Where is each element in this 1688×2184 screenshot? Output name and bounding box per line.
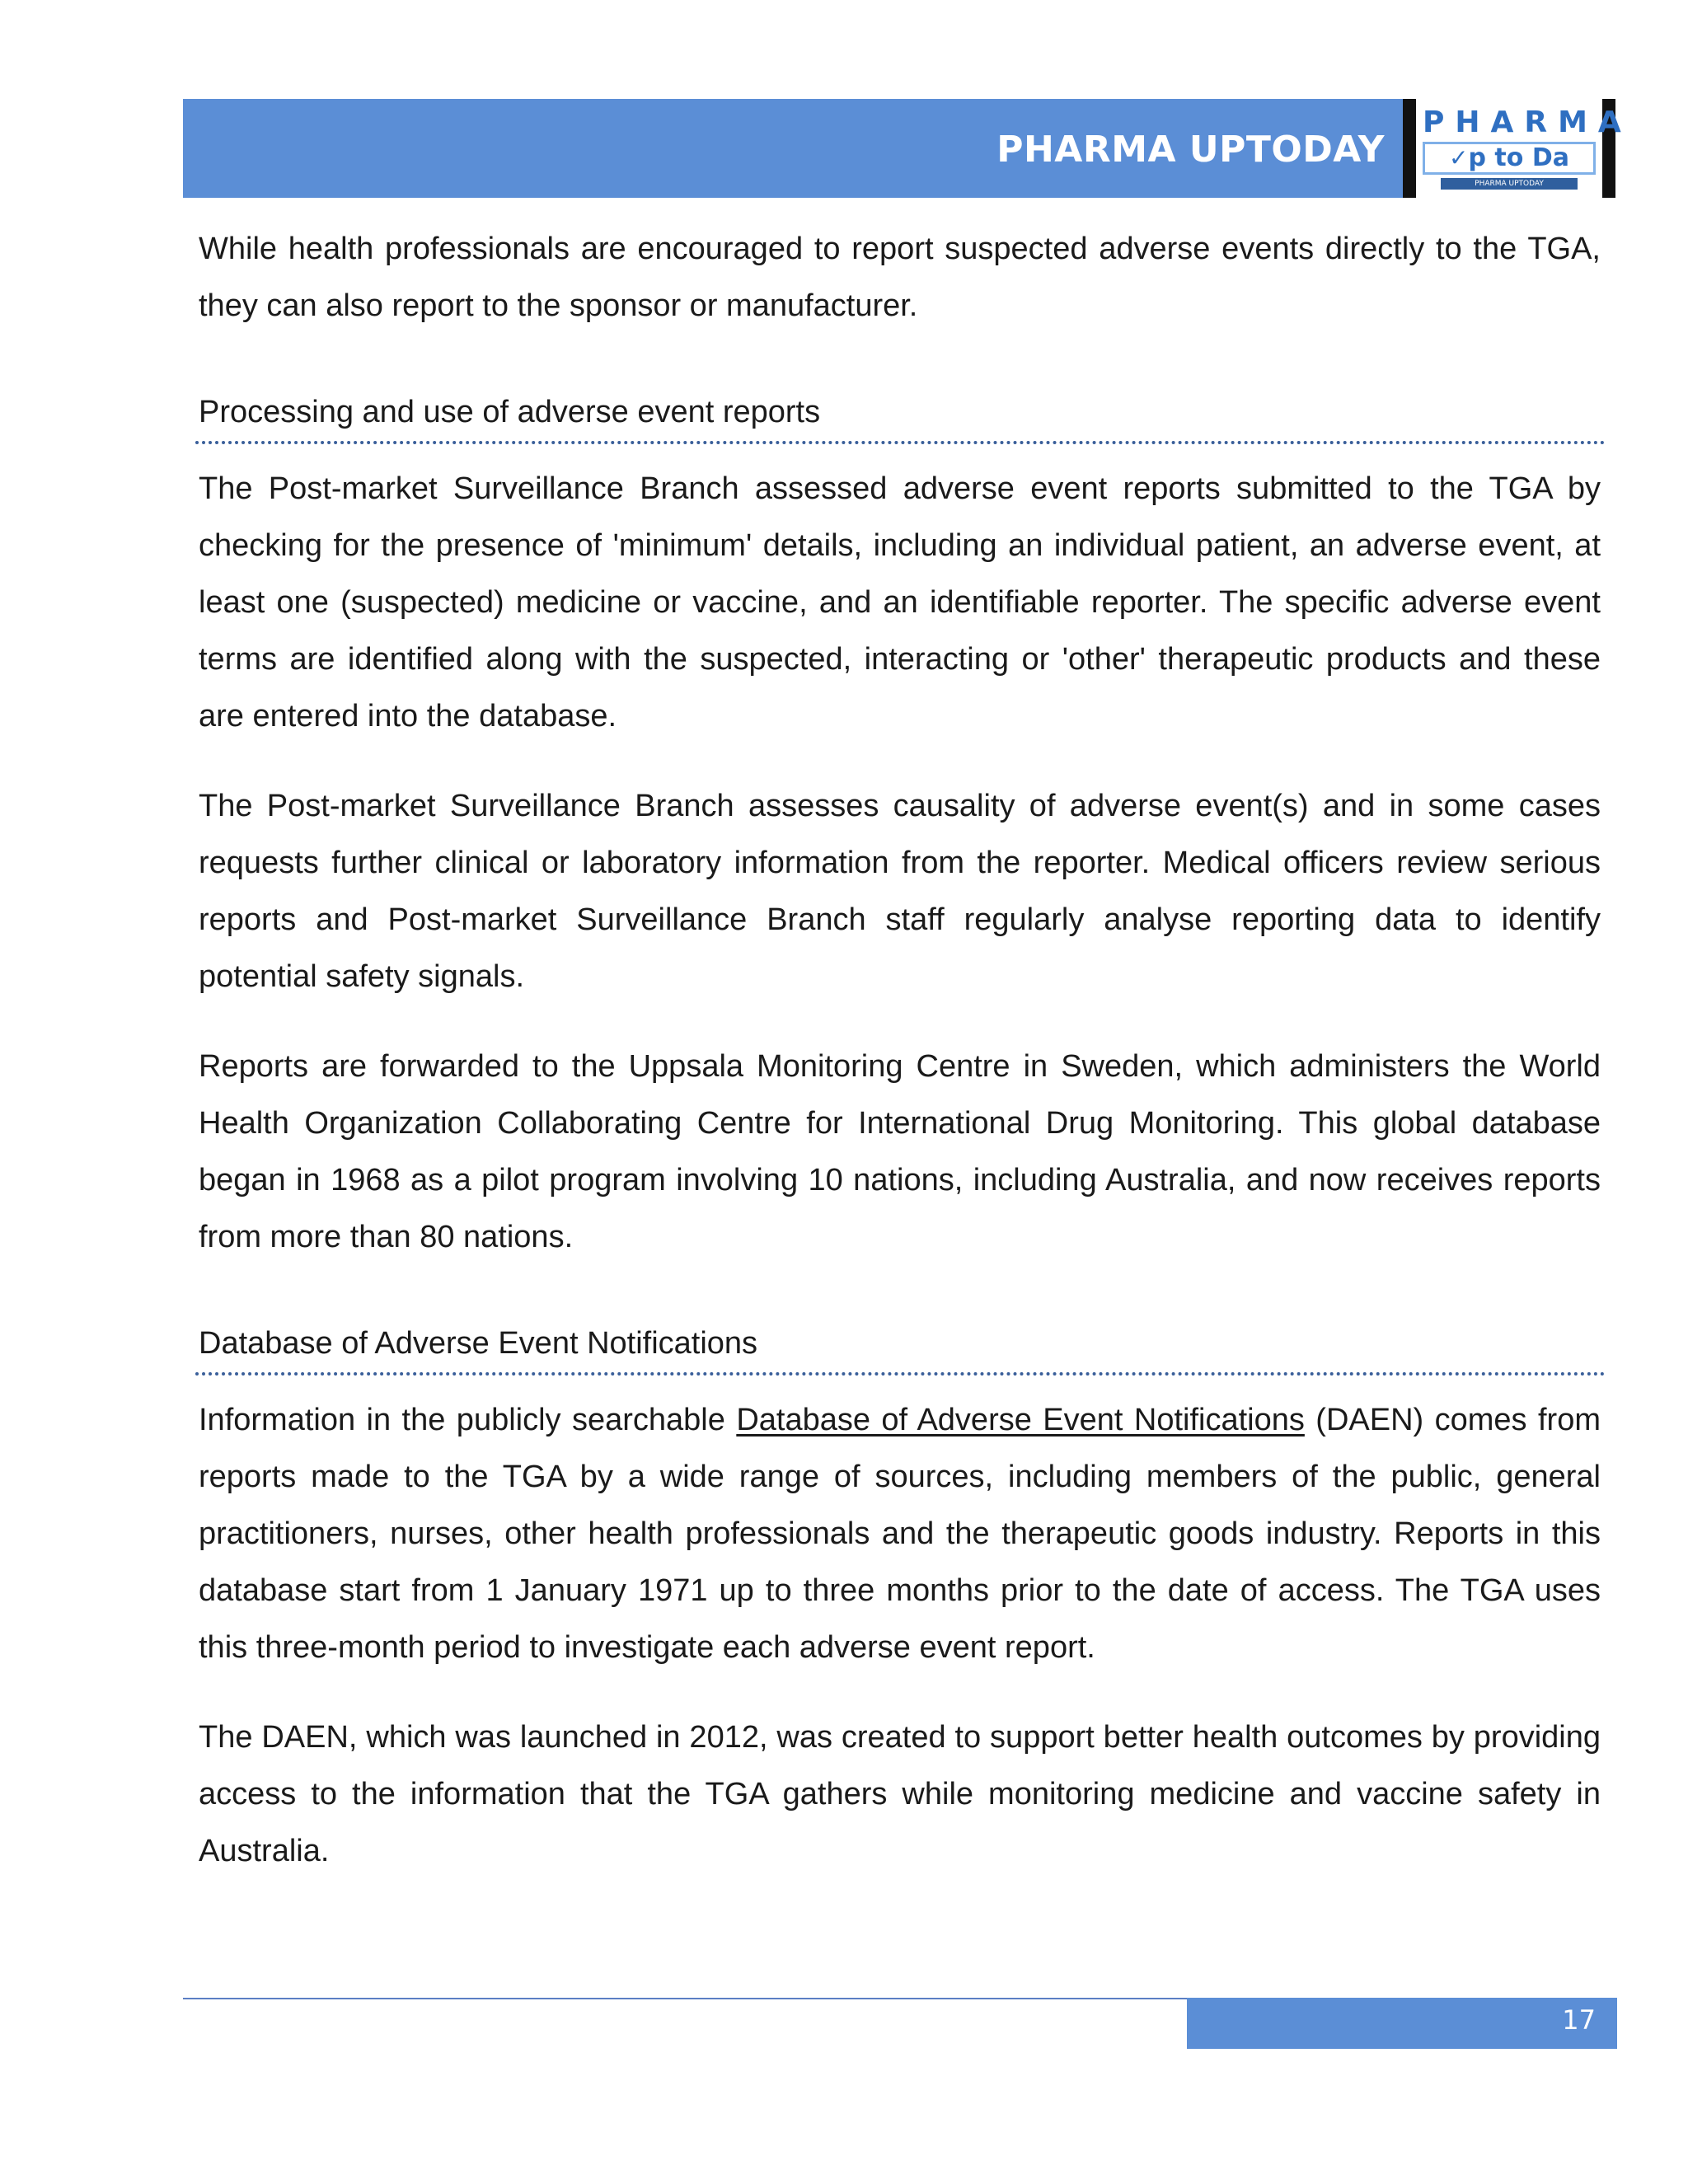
daen-link[interactable]: Database of Adverse Event Notifications (736, 1403, 1305, 1437)
dotted-divider (195, 441, 1606, 444)
body-paragraph (199, 1392, 1601, 1676)
logo-wordmark: PHARMA (1423, 105, 1632, 139)
page-content (199, 221, 1601, 1913)
logo-tagline-text: p to Da (1468, 143, 1569, 172)
body-paragraph: The DAEN, which was launched in 2012, was created to support better health outcomes by providing access to the information that the TGA gathers while monitoring medicine and vaccine safety in Australia. (199, 1720, 1601, 1868)
header-title: PHARMA UPTODAY (996, 129, 1385, 171)
section-heading-processing: Processing and use of adverse event reports (199, 395, 821, 429)
checkmark-icon: ✓ (1449, 144, 1469, 171)
footer-rule (183, 1998, 1187, 1999)
text-run: Information in the publicly searchable (199, 1403, 737, 1437)
dotted-divider (195, 1372, 1606, 1376)
body-paragraph: The Post-market Surveillance Branch assessed adverse event reports submitted to the TGA by checking for the presence of 'minimum' details, including an individual patient, an adverse event, at least one (suspected) medicine or vaccine, and an identifiable reporter. The specific adverse event terms are identified along with the suspected, interacting or 'other' therapeutic products and these are entered into the database. (199, 471, 1601, 733)
body-paragraph: The Post-market Surveillance Branch assesses causality of adverse event(s) and in some cases requests further clinical or laboratory information from the reporter. Medical officers review serious reports and Post-market Surveillance Branch staff regularly analyse reporting data to identify potential safety signals. (199, 789, 1601, 994)
intro-paragraph: While health professionals are encouraged to report suspected adverse events directly to the TGA, they can also report to the sponsor or manufacturer. (199, 232, 1601, 323)
section-heading-daen: Database of Adverse Event Notifications (199, 1326, 758, 1361)
header-bar (183, 99, 1403, 198)
pharma-uptoday-logo (1403, 99, 1632, 198)
page-number: 17 (1562, 2004, 1596, 2036)
text-run: (DAEN) comes from reports made to the TGA by a wide range of sources, including members of the public, general practitioners, nurses, other health professionals and the therapeutic goods industry. Reports in this database start from 1 January 1971 up to three months prior to the date of access. The TGA uses this three-month period to investigate each adverse event report. (199, 1403, 1601, 1665)
logo-caption: PHARMA UPTODAY (1441, 178, 1578, 190)
footer-page-box (1187, 1998, 1617, 2049)
body-paragraph: Reports are forwarded to the Uppsala Monitoring Centre in Sweden, which administers the World Health Organization Collaborating Centre for International Drug Monitoring. This global database began in 1968 as a pilot program involving 10 nations, including Australia, and now receives reports from more than 80 nations. (199, 1049, 1601, 1254)
logo-tagline (1423, 142, 1596, 175)
